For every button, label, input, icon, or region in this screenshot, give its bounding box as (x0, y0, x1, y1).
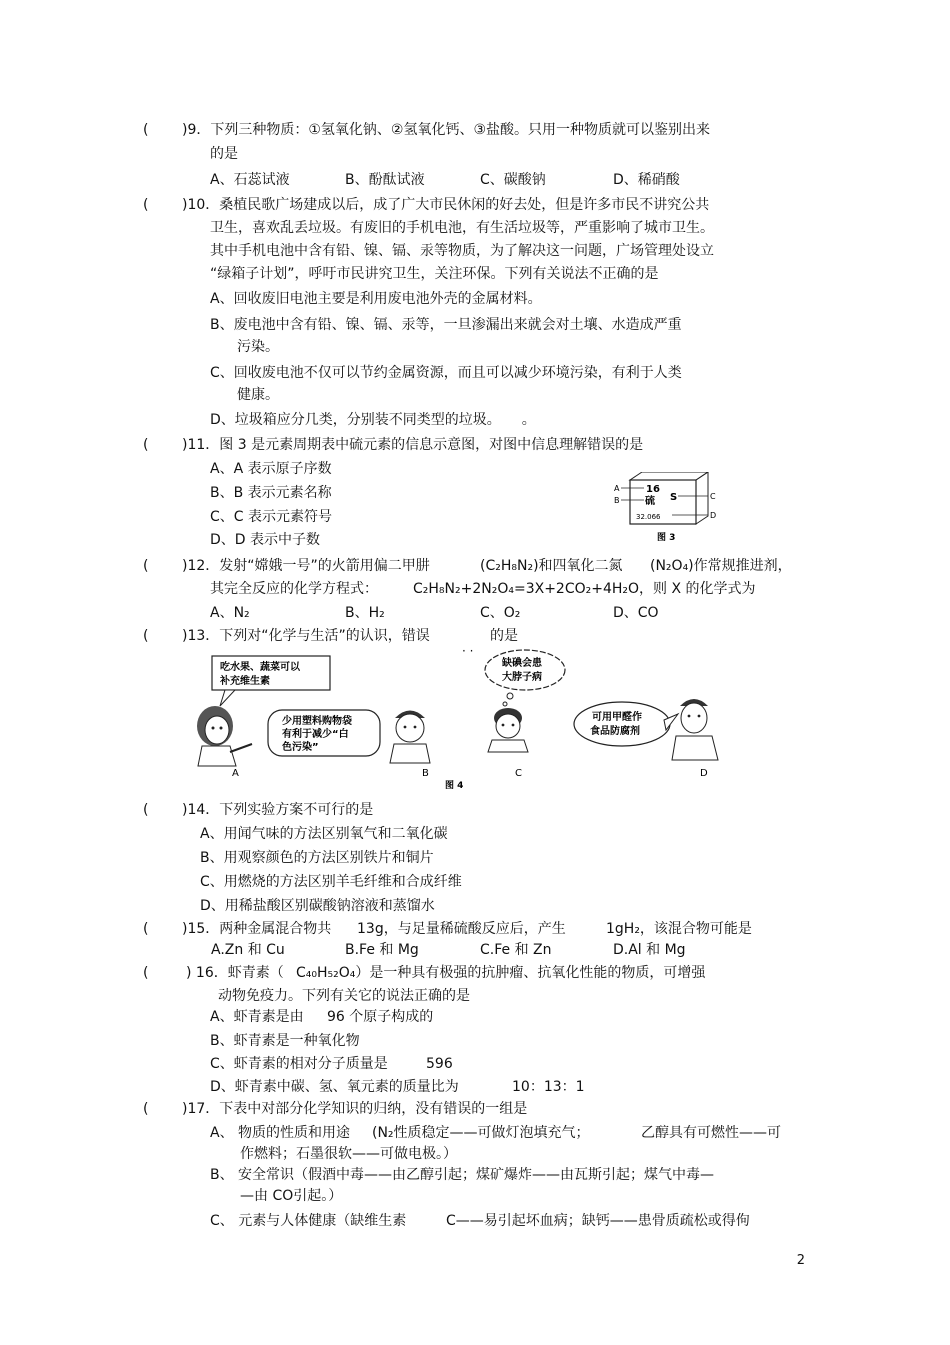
answer-bracket: ( (143, 921, 149, 937)
label-a: A (232, 768, 239, 779)
option-a: A、石蕊试液 (210, 172, 290, 188)
option-a: A、用闻气味的方法区别氧气和二氧化碳 (200, 826, 448, 842)
bubble-a-line2: 补充维生素 (220, 676, 270, 687)
question-stem-formula: (C₂H₈N₂)和四氧化二氮 (480, 558, 623, 574)
figure-caption: 图 4 (445, 781, 464, 791)
question-stem: )14．下列实验方案不可行的是 (182, 802, 374, 818)
question-stem-cont: 的是 (490, 628, 518, 644)
option-c: C、 元素与人体健康（缺维生素 (210, 1213, 407, 1229)
option-a: A、N₂ (210, 605, 250, 621)
option-c: C、碳酸钠 (480, 172, 546, 188)
option-c: C、O₂ (480, 605, 521, 621)
answer-bracket: ( (143, 1101, 149, 1117)
option-b-cont: —由 CO引起。） (240, 1188, 343, 1204)
option-d: D、虾青素中碳、氢、氧元素的质量比为 (210, 1079, 459, 1095)
question-stem-formula: (N₂O₄)作常规推进剂， (650, 558, 792, 574)
figure-caption: 图 3 (657, 533, 676, 543)
option-d: D、D 表示中子数 (210, 532, 321, 548)
label-c: C (710, 492, 716, 501)
man-figure (672, 699, 718, 760)
question-stem-cont: 其完全反应的化学方程式： (210, 581, 378, 597)
question-stem: )17．下表中对部分化学知识的归纳，没有错误的一组是 (182, 1101, 528, 1117)
boy-figure (488, 708, 528, 752)
option-b: B、B 表示元素名称 (210, 485, 332, 501)
answer-bracket: ( (143, 965, 149, 981)
question-stem: )10．桑植民歌广场建成以后，成了广大市民休闲的好去处，但是许多市民不讲究公共 (182, 197, 710, 213)
option-a: A.Zn 和 Cu (211, 942, 285, 958)
bubble-b-line3: 色污染” (282, 742, 319, 753)
option-a-cont: 乙醇具有可燃性——可 (641, 1125, 781, 1141)
question-stem: )15．两种金属混合物共 (182, 921, 332, 937)
chemical-equation: C₂H₈N₂+2N₂O₄=3X+2CO₂+4H₂O，则 X 的化学式为 (413, 581, 756, 597)
element-name: 硫 (645, 496, 655, 507)
label-c: C (515, 768, 522, 779)
bubble-d-line2: 食品防腐剂 (590, 726, 640, 737)
option-b: B、用观察颜色的方法区别铁片和铜片 (200, 850, 434, 866)
answer-bracket: ( (143, 437, 149, 453)
question-stem-cont: 的是 (210, 146, 238, 162)
option-c: C、C 表示元素符号 (210, 509, 333, 525)
question-stem-formula: C₄₀H₅₂O₄）是一种具有极强的抗肿瘤、抗氧化性能的物质，可增强 (296, 965, 706, 981)
label-b: B (614, 496, 620, 505)
question-stem-cont: 动物免疫力。下列有关它的说法正确的是 (218, 988, 470, 1004)
option-b: B、 安全常识（假酒中毒——由乙醇引起；煤矿爆炸——由瓦斯引起；煤气中毒— (210, 1167, 715, 1183)
option-d: D、CO (613, 605, 659, 621)
option-d: D、用稀盐酸区别碳酸钠溶液和蒸馏水 (200, 898, 435, 914)
answer-bracket: ( (143, 628, 149, 644)
answer-bracket: ( (143, 558, 149, 574)
question-stem: )13．下列对“化学与生活”的认识，错误 (182, 628, 430, 644)
option-c-value: 596 (426, 1056, 453, 1072)
bubble-b-line1: 少用塑料购物袋 (282, 716, 352, 727)
label-a: A (614, 484, 620, 493)
boy-figure (390, 711, 430, 764)
question-stem: )9．下列三种物质：①氢氧化钠、②氢氧化钙、③盐酸。只用一种物质就可以鉴别出来 (182, 122, 711, 138)
option-b: B、酚酞试液 (345, 172, 425, 188)
option-b-cont: 污染。 (237, 339, 279, 355)
question-stem-cont: 1gH₂，该混合物可能是 (606, 921, 752, 937)
question-stem: )12．发射“嫦娥一号”的火箭用偏二甲肼 (182, 558, 430, 574)
question-stem: ) 16．虾青素（ (186, 965, 284, 981)
label-b: B (422, 768, 429, 779)
option-d: D、稀硝酸 (613, 172, 680, 188)
option-d: D.Al 和 Mg (613, 942, 686, 958)
option-c: C、虾青素的相对分子质量是 (210, 1056, 388, 1072)
option-a-cont: (N₂性质稳定——可做灯泡填充气； (372, 1125, 590, 1141)
option-b: B、虾青素是一种氧化物 (210, 1033, 360, 1049)
question-stem-cont: “绿箱子计划”，呼吁市民讲究卫生，关注环保。下列有关说法不正确的是 (210, 266, 659, 282)
option-c: C、回收废电池不仅可以节约金属资源，而且可以减少环境污染，有利于人类 (210, 365, 682, 381)
label-d: D (700, 768, 708, 779)
answer-bracket: ( (143, 122, 149, 138)
bubble-d-line1: 可用甲醛作 (592, 712, 642, 723)
option-a: A、 物质的性质和用途 (210, 1125, 351, 1141)
option-d: D、垃圾箱应分几类，分别装不同类型的垃圾。 。 (210, 412, 536, 428)
bubble-a-line1: 吃水果、蔬菜可以 (220, 662, 300, 673)
question-stem: )11．图 3 是元素周期表中硫元素的信息示意图，对图中信息理解错误的是 (182, 437, 644, 453)
bubble-c-line2: 大脖子病 (502, 672, 542, 683)
page-number: 2 (796, 1253, 805, 1268)
option-c-cont: C——易引起坏血病；缺钙——患骨质疏松或得佝 (446, 1213, 750, 1229)
bubble-c-line1: 缺碘会患 (502, 658, 542, 669)
emphasis-dots: · · (462, 644, 474, 658)
option-b: B.Fe 和 Mg (345, 942, 419, 958)
answer-bracket: ( (143, 197, 149, 213)
girl-figure (197, 706, 252, 766)
option-c: C.Fe 和 Zn (480, 942, 552, 958)
option-b: B、H₂ (345, 605, 385, 621)
bubble-b-line2: 有利于减少“白 (282, 729, 349, 740)
option-c: C、用燃烧的方法区别羊毛纤维和合成纤维 (200, 874, 462, 890)
sulfur-element-figure (612, 472, 722, 550)
chemistry-life-figure (190, 648, 730, 793)
atomic-number: 16 (646, 484, 660, 495)
option-a-cont: 作燃料；石墨很软——可做电极。） (240, 1146, 457, 1162)
answer-bracket: ( (143, 802, 149, 818)
option-b: B、废电池中含有铅、镍、镉、汞等，一旦渗漏出来就会对土壤、水造成严重 (210, 317, 682, 333)
option-c-cont: 健康。 (237, 387, 279, 403)
option-a: A、A 表示原子序数 (210, 461, 332, 477)
option-a: A、回收废旧电池主要是利用废电池外壳的金属材料。 (210, 291, 542, 307)
atomic-mass: 32.066 (636, 513, 661, 521)
option-d-value: 10：13：1 (512, 1079, 585, 1095)
question-stem-cont: 卫生，喜欢乱丢垃圾。有废旧的手机电池，有生活垃圾等，严重影响了城市卫生。 (210, 220, 714, 236)
option-a-cont: 96 个原子构成的 (327, 1009, 434, 1025)
element-symbol: S (670, 492, 678, 503)
question-stem-cont: 其中手机电池中含有铅、镍、镉、汞等物质，为了解决这一问题，广场管理处设立 (210, 243, 714, 259)
option-a: A、虾青素是由 (210, 1009, 304, 1025)
label-d: D (710, 511, 717, 520)
question-stem-cont: 13g，与足量稀硫酸反应后，产生 (357, 921, 566, 937)
